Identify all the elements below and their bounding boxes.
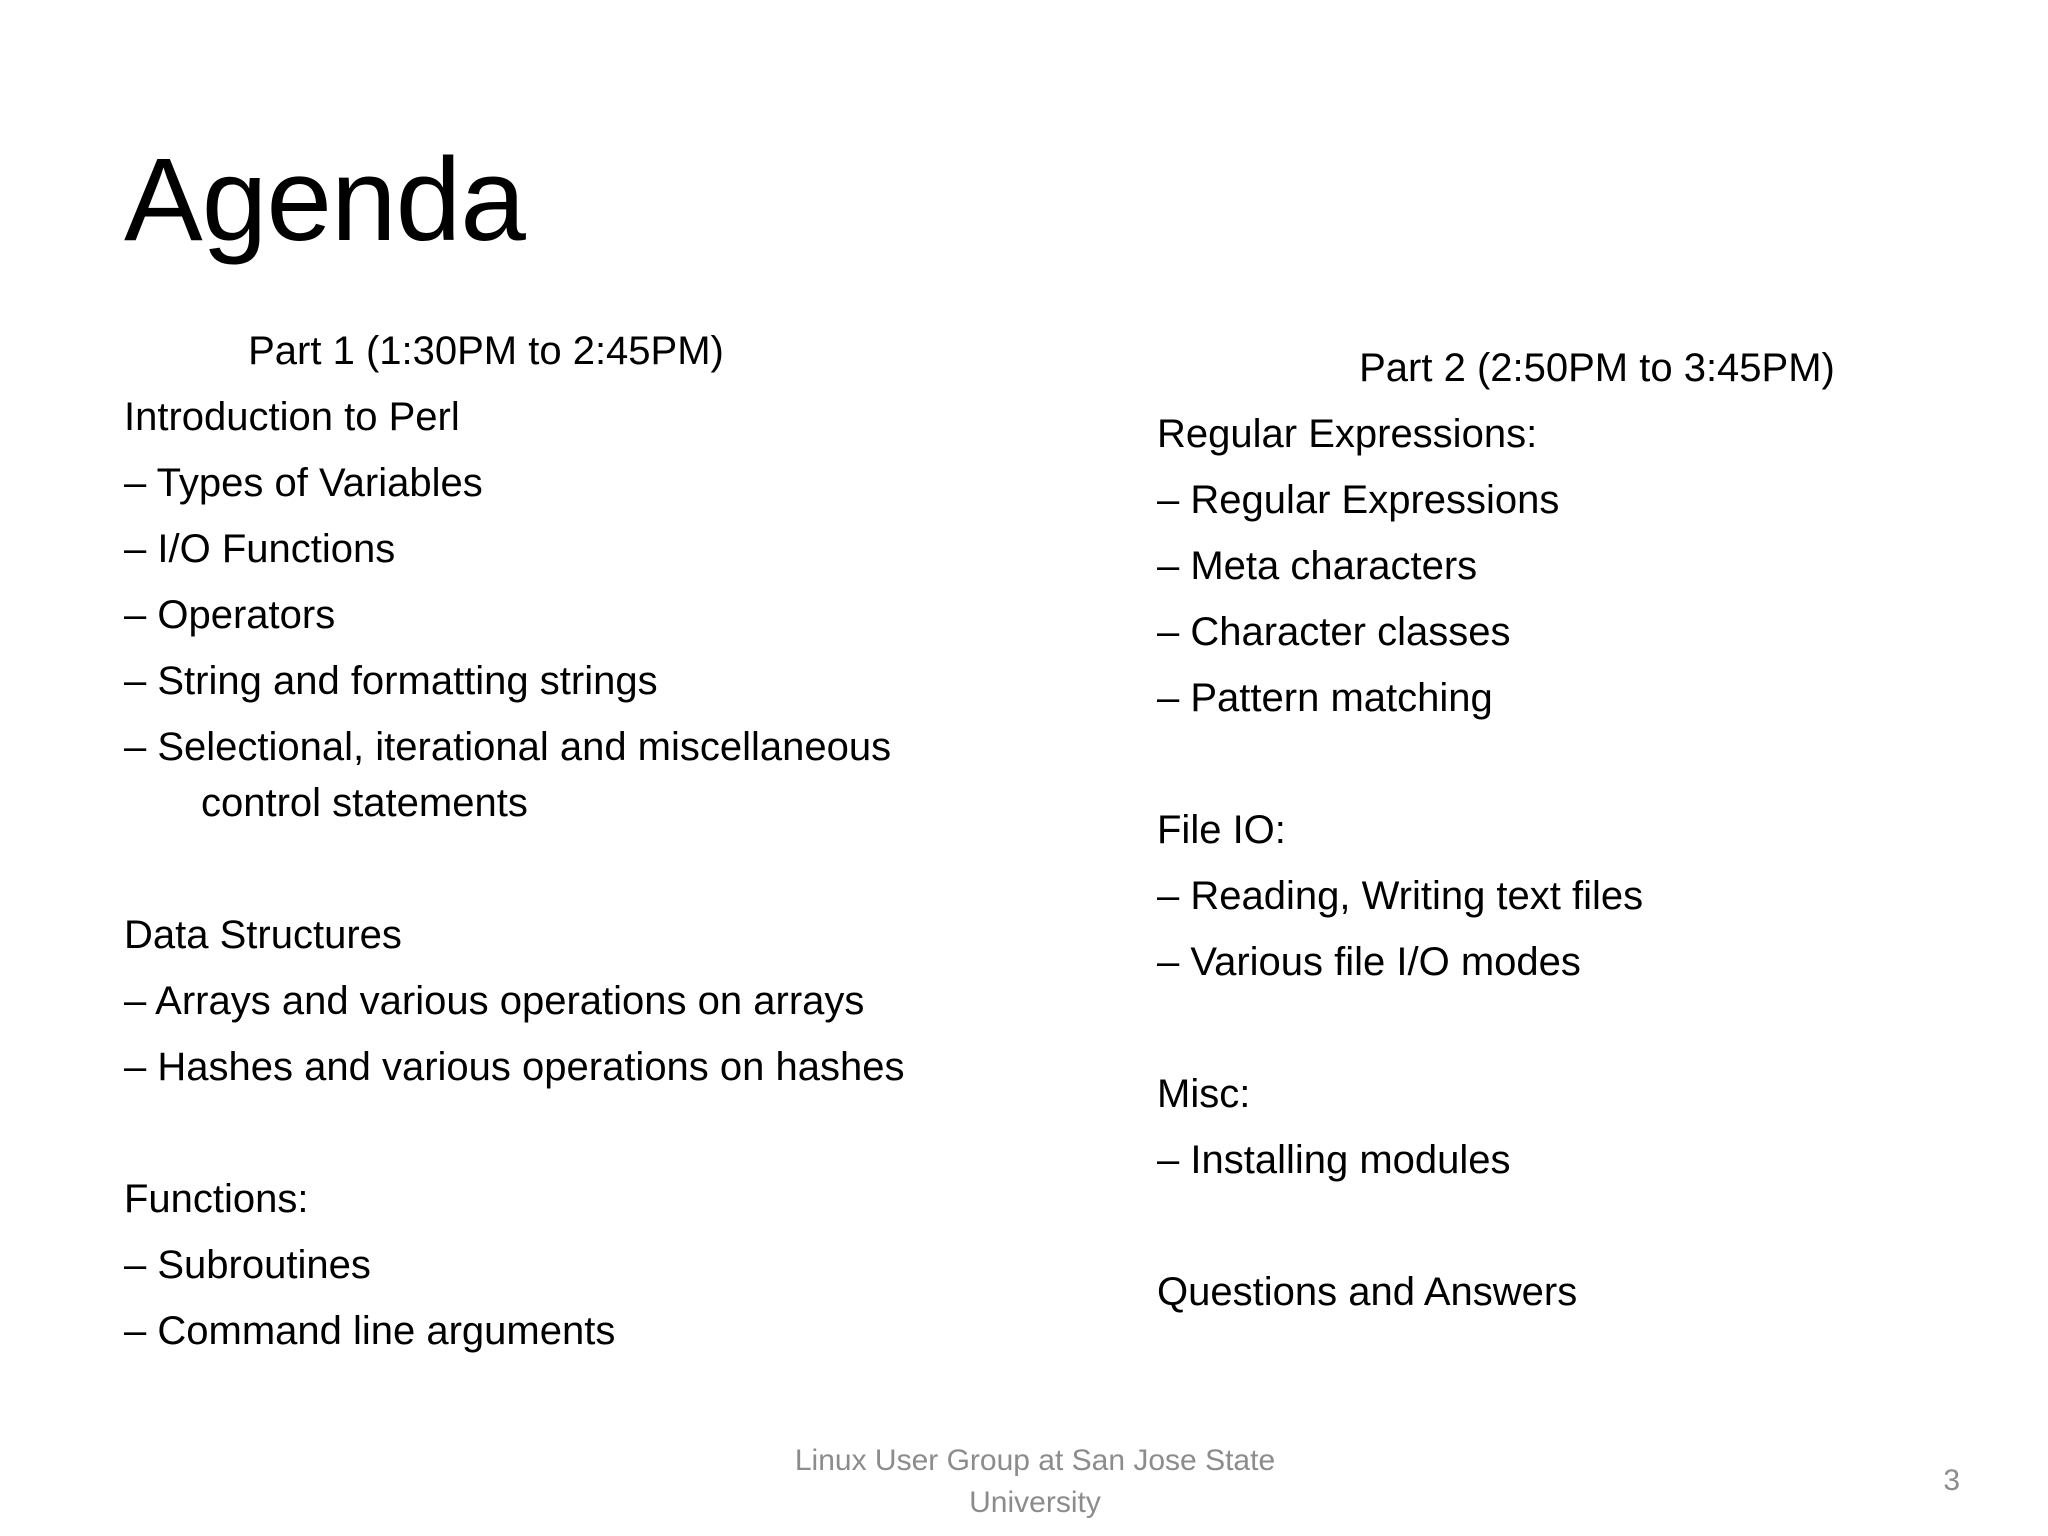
list-item: – Command line arguments — [124, 1309, 616, 1353]
list-item: Data Structures — [124, 913, 402, 957]
list-item: – Character classes — [1157, 610, 1511, 654]
page-number: 3 — [1943, 1464, 1960, 1497]
list-item: – Meta characters — [1157, 544, 1478, 588]
slide-footer — [760, 1440, 1310, 1524]
spacer — [1157, 731, 2017, 797]
list-item-continuation: control statements — [201, 781, 528, 825]
list-item: – Operators — [124, 593, 336, 637]
list-item: – I/O Functions — [124, 527, 396, 571]
list-item: – Various file I/O modes — [1157, 940, 1581, 984]
spacer — [1157, 995, 2017, 1061]
list-item: Regular Expressions: — [1157, 412, 1538, 456]
list-item: Questions and Answers — [1157, 1270, 1578, 1314]
list-item: Introduction to Perl — [124, 395, 460, 439]
part2-heading: Part 2 (2:50PM to 3:45PM) — [1359, 346, 1835, 390]
list-item: File IO: — [1157, 808, 1286, 852]
part2-column — [1157, 335, 2017, 1325]
slide-title: Agenda — [124, 134, 525, 266]
footer-line-2: University — [969, 1486, 1101, 1519]
list-item: – Installing modules — [1157, 1138, 1511, 1182]
list-item: – Regular Expressions — [1157, 478, 1560, 522]
list-item: Misc: — [1157, 1072, 1251, 1116]
spacer — [124, 836, 1024, 902]
part1-heading: Part 1 (1:30PM to 2:45PM) — [248, 329, 724, 373]
part1-column — [124, 318, 1024, 1364]
list-item: – String and formatting strings — [124, 659, 658, 703]
footer-line-1: Linux User Group at San Jose State — [794, 1444, 1276, 1477]
spacer — [1157, 1193, 2017, 1259]
list-item: – Arrays and various operations on arrays — [124, 979, 865, 1023]
list-item: – Subroutines — [124, 1243, 371, 1287]
list-item: – Selectional, iterational and miscellaneous — [124, 725, 892, 769]
list-item: – Hashes and various operations on hashes — [124, 1045, 905, 1089]
list-item: – Reading, Writing text files — [1157, 874, 1644, 918]
spacer — [124, 1100, 1024, 1166]
list-item: Functions: — [124, 1177, 309, 1221]
list-item: – Pattern matching — [1157, 676, 1493, 720]
list-item: – Types of Variables — [124, 461, 483, 505]
